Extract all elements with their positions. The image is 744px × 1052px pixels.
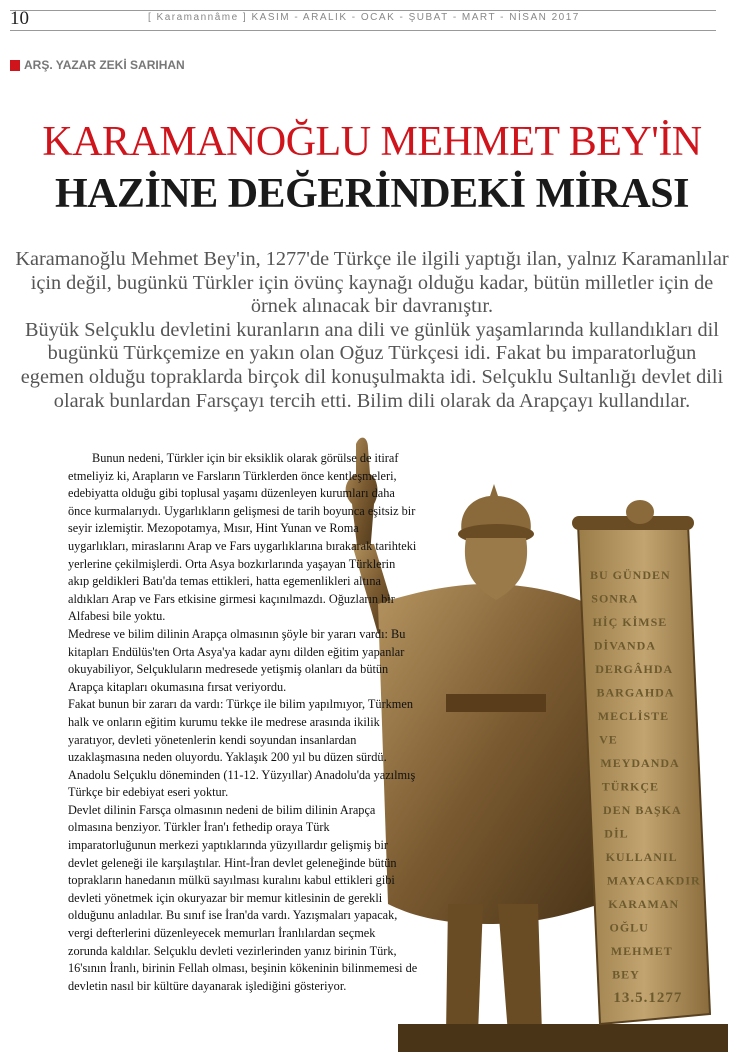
scroll-line: DERGÂHDA: [595, 662, 674, 676]
scroll-line: BARGAHDA: [596, 685, 675, 700]
body-paragraph: Devlet dilinin Farsça olmasının nedeni de bilim dilinin Arapça olmasına benziyor. Türkler İran'ı fethedip oraya Türk imparatorluğunun merkezi yaptıklarında yüzyıllardır gelişmiş bir devlet geleneği ile karşılaştılar. Hint-İran devlet geleneğinde bütün toprakların hanedanın mülkü sayılması kuralını kabul ettikleri gibi devleti yönetmek için okuryazar bir memur kitlesinin de gerekli olduğunu anladılar. Bu sınıf ise İran'da vardı. Yazışmaları yapacak, vergi defterlerini düzenleyecek memurları İranlılardan seçmek zorunda kaldılar. Selçuklu devleti vezirlerinden yanız birinin Türk, 16'sının İranlı, birinin Fellah olması, beşinin kökeninin bilinmemesi de devletin nasıl bir kültüre dayanarak işlediğini gösteriyor.: [68, 802, 418, 993]
scroll-line: DİVANDA: [593, 638, 657, 653]
body-text: [68, 450, 418, 995]
scroll-line: TÜRKÇE: [601, 779, 660, 794]
scroll-line: DEN BAŞKA: [603, 803, 682, 817]
header-bottom-rule: [10, 30, 716, 31]
lead-paragraphs: [14, 248, 730, 413]
scroll-line: 13.5.1277: [613, 990, 683, 1006]
scroll-line: OĞLU: [609, 920, 649, 935]
scroll-line: KARAMAN: [608, 897, 680, 911]
title-line-2: HAZİNE DEĞERİNDEKİ MİRASI: [55, 171, 689, 217]
header-top-rule: [10, 10, 716, 11]
lead-paragraph: Karamanoğlu Mehmet Bey'in, 1277'de Türkçe ile ilgili yaptığı ilan, yalnız Karamanlılar için değil, bugünkü Türkler için övünç kaynağı olduğu kadar, bütün milletler için de örnek alınacak bir davranıştır.: [15, 248, 729, 318]
page-number: 10: [10, 8, 29, 29]
body-paragraph: Fakat bunun bir zararı da vardı: Türkçe ile bilim yapılmıyor, Türkmen halk ve onların eğitim kurumu tekke ile medrese arasında ikilik yaratıyor, devleti yönetenlerin kendi soyundan insanlardan uzaklaşmasına neden oluyordu. Yaklaşık 200 yıl bu düzen sürdü. Anadolu Selçuklu döneminden (11-12. Yüzyıllar) Anadolu'da yazılmış Türkçe bir edebiyat eseri yoktur.: [68, 697, 416, 800]
author-marker-icon: [10, 60, 20, 71]
author-byline: [10, 58, 185, 72]
scroll-line: MAYACAKDIR: [606, 873, 701, 888]
scroll-line: MEYDANDA: [600, 756, 680, 770]
scroll-line: VE: [599, 732, 618, 747]
lead-paragraph: Büyük Selçuklu devletini kuranların ana dili ve günlük yaşamlarında kullandıkları dil bugünkü Türkçemize en yakın olan Oğuz Türkçesi idi. Fakat bu imparatorluğun egemen olduğu topraklarda birçok dil konuşulmakta idi. Selçuklu Sultanlığı devlet dili olarak bunlardan Farsçayı tercih etti. Bilim dili olarak da Arapçayı kullandılar.: [20, 318, 724, 412]
scroll-line: BU GÜNDEN: [590, 568, 671, 582]
body-paragraph: Medrese ve bilim dilinin Arapça olmasının şöyle bir yararı vardı: Bu kitapları Endülüs'ten Orta Asya'ya kadar aynı dilden eğitim yapanlar okuyabiliyor, Selçukluların medresede yetişmiş olanları da bütün Arapça kitapları okumasına fırsat veriyordu.: [68, 626, 406, 694]
scroll-line: HİÇ KİMSE: [592, 615, 668, 629]
scroll-line: BEY: [612, 967, 640, 982]
author-name: ARŞ. YAZAR ZEKİ SARIHAN: [24, 58, 185, 72]
issue-info: [ Karamannâme ] KASIM - ARALIK - OCAK - ŞUBAT - MART - NİSAN 2017: [148, 12, 580, 23]
title-line-1: KARAMANOĞLU MEHMET BEY'İN: [42, 119, 702, 165]
body-paragraph: Bunun nedeni, Türkler için bir eksiklik olarak görülse de itiraf etmeliyiz ki, Arapların ve Farsların Türklerden önce kentleşmeleri, edebiyatta olduğu gibi toplusal yaşamı düzenleyen kurumları daha önce kurmalarıydı. Uygarlıkların gelişmesi de tarih boyunca eşitsiz bir seyir izlemiştir. Mezopotamya, Mısır, Hint Yunan ve Roma uygarlıkları, miraslarını Arap ve Fars uygarlıklarına bırakarak tarihteki yerlerine çekilmişlerdi. Orta Asya bozkırlarında yaşayan Türklerin akıp geldikleri Batı'da temas ettikleri, hatta egemenlikleri altına aldıkları Arap ve Fars etkisine girmesi kaçınılmazdı. Oğuzların bir Alfabesi bile yoktu.: [68, 451, 417, 624]
scroll-line: MECLİSTE: [597, 709, 670, 723]
scroll-line: DİL: [604, 826, 629, 841]
scroll-line: KULLANIL: [605, 850, 678, 864]
scroll-line: SONRA: [591, 591, 639, 606]
scroll-line: MEHMET: [610, 944, 673, 958]
